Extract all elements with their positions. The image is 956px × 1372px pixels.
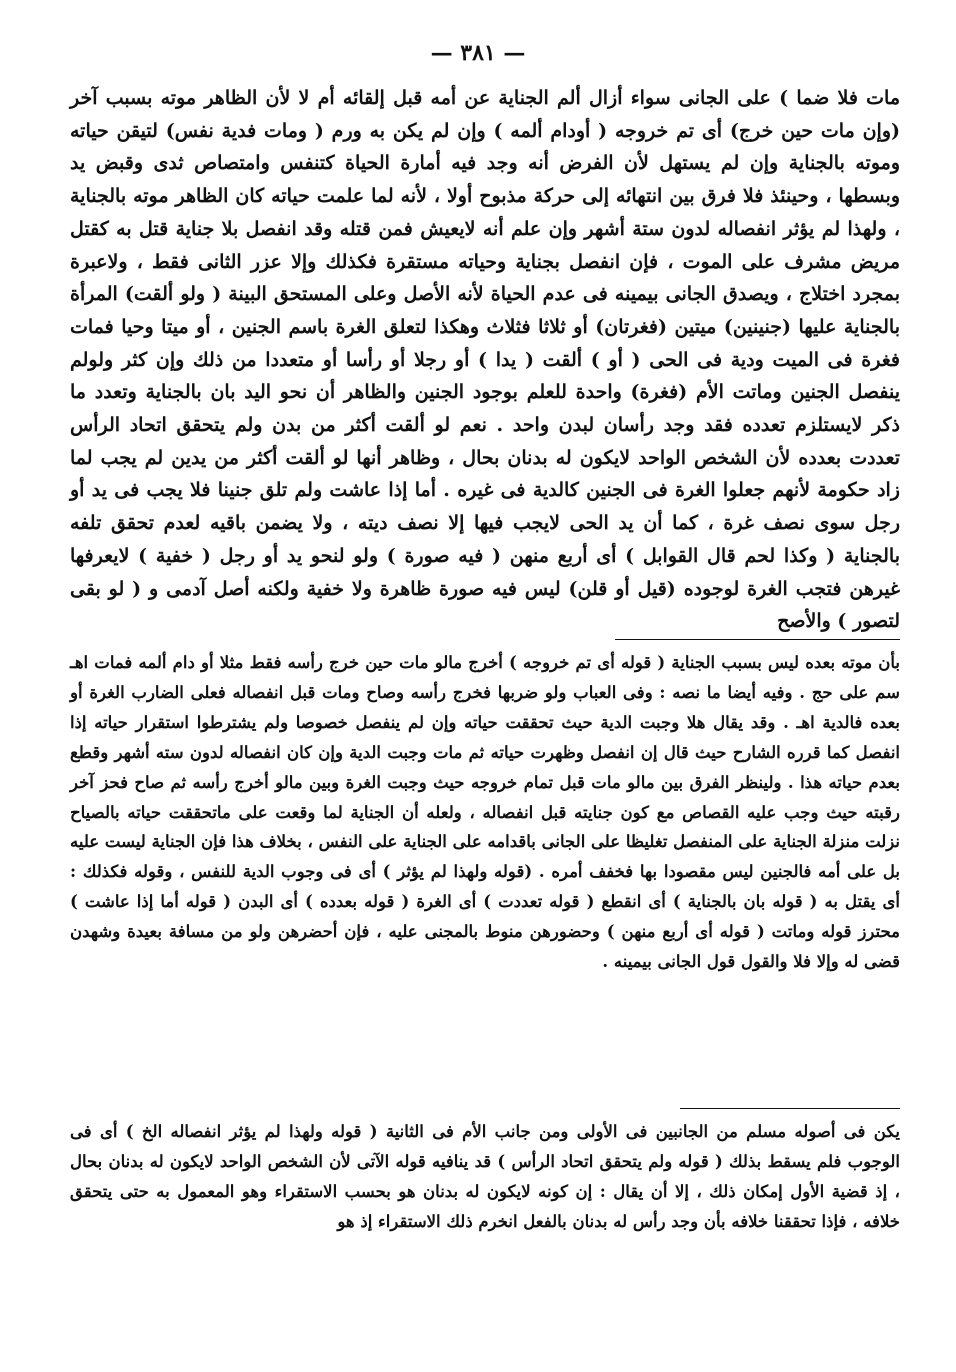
page-number: — ٣٨١ — bbox=[430, 40, 526, 66]
commentary-block-2: يكن فى أصوله مسلم من الجانبين فى الأولى ومن جانب الأم فى الثانية ( قوله ولهذا لم يؤثر انفصاله الخ ) أى فى الوجوب فلم يسقط بذلك ( قوله ولم يتحقق اتحاد الرأس ) قد ينافيه قوله الآتى لأن الشخص الواحد لايكون له بدنان بحال ، إذ قضية الأول إمكان ذلك ، إلا أن يقال : إن كونه لايكون له بدنان هو بحسب الاستقراء وهو المعمول به حتى يتحقق خلافه ، فإذا تحققنا خلافه بأن وجد رأس له بدنان بالفعل انخرم ذلك الاستقراء إذ هو bbox=[70, 1122, 900, 1231]
commentary-block-1: بأن موته بعده ليس بسبب الجناية ( قوله أى تم خروجه ) أخرج مالو مات حين خرج رأسه فقط مثلا أو دام ألمه فمات اهـ سم على حج . وفيه أيضا ما نصه : وفى العباب ولو ضربها فخرج رأسه وصاح ومات قبل انفصاله فعلى الضارب الغرة أو بعده فالدية اهـ . وقد يقال هلا وجبت الدية حيث تحققت حياته وإن لم ينفصل خصوصا ولم يشترطوا استقرار حياته إذا انفصل كما قرره الشارح حيث قال إن انفصل وظهرت حياته ثم مات وجبت الدية وإن كان انفصاله لدون سته أشهر وقطع بعدم حياته هذا . ولينظر الفرق بين مالو مات قبل تمام خروجه حيث وجبت الغرة وبين مالو أخرج رأسه ثم صاح فحز آخر رقبته حيث وجب عليه القصاص مع كون جنايته قبل انفصاله ، ولعله أن الجناية لما وقعت على ماتحققت حياته بالصياح نزلت منزلة الجناية على المنفصل تغليظا على الجانى باقدامه على الجناية على النفس ، بخلاف هذا فإن الجناية ليست عليه بل على أمه فالجنين ليس مقصودا بها فخفف أمره . (قوله ولهذا لم يؤثر ) أى فى وجوب الدية للنفس ، وقوله فكذلك : أى يقتل به ( قوله بان بالجناية ) أى انقطع ( قوله تعددت ) أى الغرة ( قوله بعدده ) أى البدن ( قوله أما إذا عاشت ) محترز قوله وماتت ( قوله أى أربع منهن ) وحضورهن منوط بالمجنى عليه ، فإن أحضرهن ولو من مسافة بعيدة وشهدن قضى له وإلا فلا والقول قول الجانى بيمينه . bbox=[70, 653, 900, 972]
footnote-divider-2 bbox=[680, 1108, 900, 1109]
main-text-block: مات فلا ضما ) على الجانى سواء أزال ألم الجناية عن أمه قبل إلقائه أم لا لأن الظاهر موته بسبب آخر (وإن مات حين خرج) أى تم خروجه ( أودام ألمه ) وإن لم يكن به ورم ( ومات فدية نفس) لتيقن حياته وموته بالجناية وإن لم يستهل لأن الفرض أنه وجد فيه أمارة الحياة كتنفس وامتصاص ثدى وقبض يد وبسطها ، وحينئذ فلا فرق بين انتهائه إلى حركة مذبوح أولا ، لأنه لما علمت حياته كان الظاهر موته بالجناية ، ولهذا لم يؤثر انفصاله لدون ستة أشهر وإن علم أنه لايعيش فمن قتله وقد انفصل بلا جناية قتل به كقتل مريض مشرف على الموت ، فإن انفصل بجناية وحياته مستقرة فكذلك وإلا عزر الثانى فقط ، ولاعبرة بمجرد اختلاج ، ويصدق الجانى بيمينه فى عدم الحياة لأنه الأصل وعلى المستحق البينة ( ولو ألقت) المرأة بالجناية عليها (جنينين) ميتين (فغرتان) أو ثلاثا فثلاث وهكذا لتعلق الغرة باسم الجنين ، أو ميتا وحيا فمات فغرة فى الميت ودية فى الحى ( أو ) ألقت ( يدا ) أو رجلا أو رأسا أو متعددا من ذلك وإن كثر ولولم ينفصل الجنين وماتت الأم (فغرة) واحدة للعلم بوجود الجنين والظاهر أن نحو اليد بان بالجناية وتعدد ما ذكر لايستلزم تعدده فقد وجد رأسان لبدن واحد . نعم لو ألقت أكثر من بدن ولم يتحقق اتحاد الرأس تعددت بعدده لأن الشخص الواحد لايكون له بدنان بحال ، وظاهر أنها لو ألقت أكثر من يدين لم يجب لما زاد حكومة لأنهم جعلوا الغرة فى الجنين كالدية فى غيره . أما إذا عاشت ولم تلق جنينا فلا يجب فى يد أو رجل سوى نصف غرة ، كما أن يد الحى لايجب فيها إلا نصف ديته ، ولا يضمن باقيه لعدم تحقق تلفه بالجناية ( وكذا لحم قال القوابل ) أى أربع منهن ( فيه صورة ) ولو لنحو يد أو رجل ( خفية ) لايعرفها غيرهن فتجب الغرة لوجوده (قيل أو قلن) ليس فيه صورة ظاهرة ولا خفية ولكنه أصل آدمى و ( لو بقى لتصور ) والأصح bbox=[70, 87, 900, 633]
footnote-divider-1 bbox=[615, 639, 900, 640]
